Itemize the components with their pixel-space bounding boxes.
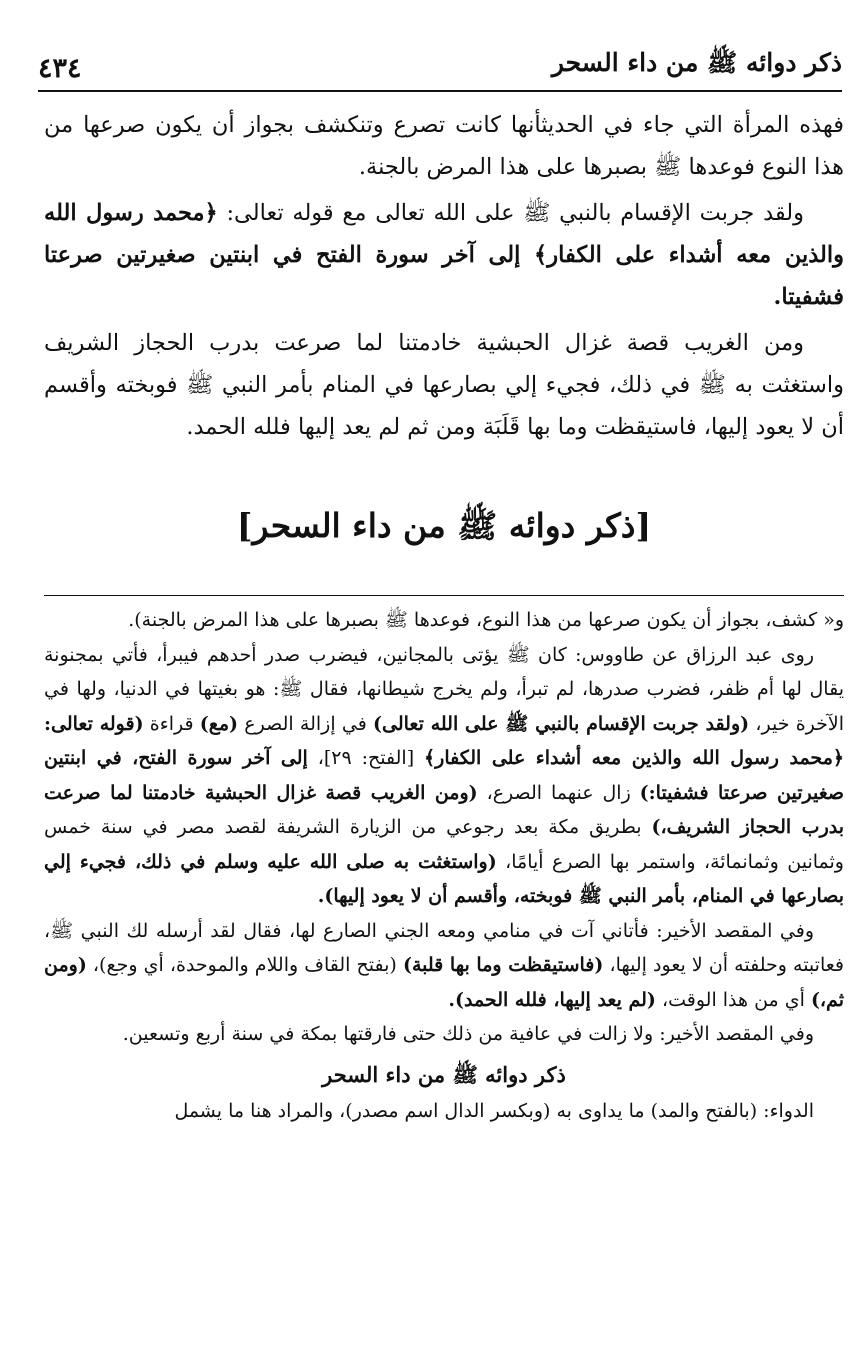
c2-g: [الفتح: ٢٩]، (307, 747, 425, 769)
commentary-paragraph-4: وفي المقصد الأخير: ولا زالت في عافية من ذلك حتى فارقتها بمكة في سنة أربع وتسعين. (122, 1023, 814, 1045)
c2-f: (قوله تعالى: ﴿محمد رسول الله والذين معه أشداء على الكفار﴾ (44, 712, 844, 769)
c2-b: (ولقد جربت الإقسام بالنبي ﷺ على الله تعالى) (373, 712, 750, 735)
page-header (38, 50, 842, 92)
commentary (44, 603, 844, 1129)
paragraph-2-end: إلى آخر سورة الفتح في ابنتين صغيرتين صرعتا فشفيتا. (44, 242, 844, 310)
c2-a: روى عبد الرزاق عن طاووس: كان ﷺ يؤتى بالمجانين، فيضرب صدر أحدهم فيبرأ، فأتي بمجنونة يقال لها أم ظفر، فضرب صدرها، لم تبرأ، ولم يخرج شيطانها، فقال ﷺ: هو بغيتها في الدنيا، ولها في الآخرة خير، (44, 643, 844, 735)
running-title: ذكر دوائه ﷺ من داء السحر (551, 48, 842, 77)
c2-k: بطريق مكة بعد رجوعي من الزيارة الشريفة لقصد مصر في سنة خمس وثمانين وثمانمائة، واستمر بها الصرع أيامًا، (44, 816, 844, 873)
c3-d: (ومن ثم،) (44, 954, 844, 1011)
paragraph-3: ومن الغريب قصة غزال الحبشية خادمتنا لما صرعت بدرب الحجاز الشريف واستغثت به ﷺ في ذلك، فجيء إلي بصارعها في المنام بأمر النبي ﷺ فوبخته وأقسم أن لا يعود إليها، فاستيقظت وما بها قَلَبَة ومن ثم لم يعد إليها فلله الحمد. (44, 330, 844, 440)
c2-e: قراءة (143, 712, 200, 735)
commentary-subheading: ذكر دوائه ﷺ من داء السحر (322, 1061, 566, 1087)
c2-j: (ومن الغريب قصة غزال الحبشية خادمتنا لما صرعت بدرب الحجاز الشريف،) (44, 781, 845, 838)
c2-l: (واستغثت به صلى الله عليه وسلم في ذلك، فجيء إلي بصارعها في المنام، بأمر النبي ﷺ فوبخته، وأقسم أن لا يعود إليها). (44, 850, 844, 907)
commentary-paragraph-2 (44, 638, 844, 914)
c2-d: (مع) (199, 712, 239, 735)
c3-e: أي من هذا الوقت، (655, 988, 811, 1011)
paragraph-1: فهذه المرأة التي جاء في الحديثأنها كانت تصرع وتنكشف بجواز أن يكون صرعها من هذا النوع فوعدها ﷺ بصبرها على هذا المرض بالجنة. (44, 112, 844, 180)
commentary-paragraph-3 (44, 914, 844, 1018)
paragraph-2-start: ولقد جربت الإقسام بالنبي ﷺ على الله تعالى مع قوله تعالى: (217, 200, 804, 226)
commentary-paragraph-5: الدواء: (بالفتح والمد) ما يداوى به (وبكسر الدال اسم مصدر)، والمراد هنا ما يشمل (174, 1100, 814, 1122)
section-title: [ذكر دوائه ﷺ من داء السحر] (236, 506, 652, 545)
page-number: ٤٣٤ (38, 53, 82, 84)
quran-verse: ﴿محمد رسول الله والذين معه أشداء على الكفار﴾ (44, 200, 844, 268)
c2-h: إلى آخر سورة الفتح، في ابنتين صغيرتين صرعتا فشفيتا:) (44, 747, 845, 804)
c3-b: (فاستيقظت وما بها قلبة) (402, 954, 604, 976)
c3-a: وفي المقصد الأخير: فأتاني آت في منامي ومعه الجني الصارع لها، فقال لقد أرسله لك النبي ﷺ، فعاتبته وحلفته أن لا يعود إليها، (44, 919, 844, 976)
c2-i: زال عنهما الصرع، (477, 781, 640, 804)
c3-f: (لم يعد إليها، فلله الحمد). (448, 988, 656, 1011)
main-text (44, 104, 844, 452)
c3-c: (بفتح القاف واللام والموحدة، أي وجع)، (86, 954, 403, 976)
commentary-line-1: و« كشف، بجواز أن يكون صرعها من هذا النوع، فوعدها ﷺ بصبرها على هذا المرض بالجنة). (128, 609, 844, 631)
paragraph-2 (44, 192, 844, 318)
c2-c: في إزالة الصرع (238, 712, 374, 735)
footnote-divider (44, 595, 844, 596)
